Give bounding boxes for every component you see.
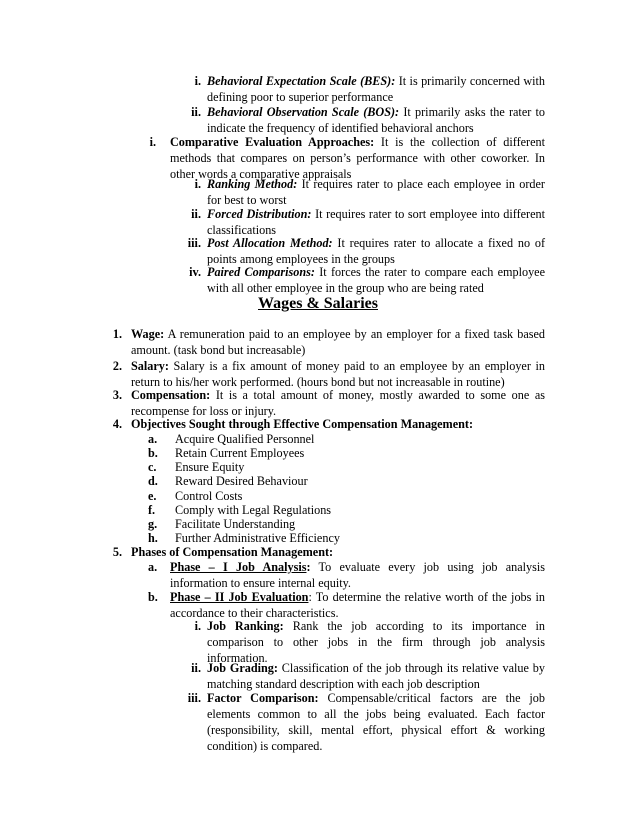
phase-job-evaluation-colon: : bbox=[308, 590, 312, 604]
wage-text: A remuneration paid to an employee by an employer for a fixed task based amount. (task bond but increasable) bbox=[131, 327, 545, 357]
bes-text: It is primarily concerned with defining poor to superior performance bbox=[207, 74, 545, 104]
forced-distribution-text: It requires rater to sort employee into different classifications bbox=[207, 207, 545, 237]
bos-item bbox=[191, 104, 545, 136]
objective-text: Ensure Equity bbox=[175, 460, 245, 474]
bes-term: Behavioral Expectation Scale (BES): bbox=[207, 74, 396, 88]
job-grading-text: Classification of the job through its relative value by matching standard description with each job description bbox=[207, 661, 545, 691]
factor-comparison-term: Factor Comparison: bbox=[207, 691, 319, 705]
objectives-term: Objectives Sought through Effective Compensation Management: bbox=[131, 417, 474, 431]
objective-text: Acquire Qualified Personnel bbox=[175, 432, 315, 446]
compensation-item bbox=[112, 387, 545, 419]
objective-text: Reward Desired Behaviour bbox=[175, 474, 308, 488]
objective-text: Retain Current Employees bbox=[175, 446, 305, 460]
job-ranking-item bbox=[194, 618, 546, 666]
wage-item bbox=[112, 326, 545, 358]
post-allocation-text: It requires rater to allocate a fixed no of points among employees in the groups bbox=[207, 236, 546, 266]
salary-text: Salary is a fix amount of money paid to an employee by an employer in return to his/her work performed. (hours bond but not increasable in routine) bbox=[131, 359, 545, 389]
salary-item bbox=[112, 358, 545, 390]
objective-text: Control Costs bbox=[175, 489, 243, 503]
wage-term: Wage: bbox=[131, 327, 165, 341]
section-heading: Wages & Salaries bbox=[258, 295, 378, 312]
bes-marker: i. bbox=[194, 74, 201, 88]
objective-item bbox=[148, 473, 475, 489]
job-grading-item bbox=[191, 660, 545, 692]
phase-job-analysis-term: Phase – I Job Analysis bbox=[170, 560, 307, 574]
post-allocation-marker: iii. bbox=[187, 236, 201, 250]
comparative-term: Comparative Evaluation Approaches: bbox=[170, 135, 375, 149]
objectives-marker: 4. bbox=[112, 417, 122, 431]
factor-comparison-item bbox=[187, 690, 545, 754]
post-allocation-term: Post Allocation Method: bbox=[207, 236, 333, 250]
compensation-term: Compensation: bbox=[131, 388, 211, 402]
objective-marker: b. bbox=[148, 446, 158, 460]
paired-comparisons-item bbox=[189, 264, 545, 296]
forced-distribution-marker: ii. bbox=[191, 207, 201, 221]
wage-marker: 1. bbox=[112, 327, 122, 341]
phases-term: Phases of Compensation Management: bbox=[131, 545, 334, 559]
job-grading-marker: ii. bbox=[191, 661, 201, 675]
forced-distribution-term: Forced Distribution: bbox=[207, 207, 312, 221]
compensation-marker: 3. bbox=[112, 388, 122, 402]
objective-marker: a. bbox=[148, 432, 158, 446]
job-ranking-term: Job Ranking: bbox=[207, 619, 284, 633]
phase-job-analysis-item bbox=[148, 559, 545, 591]
comparative-text: It is the collection of different methods that compares on person’s performance with other coworker. In other words a comparative appraisals bbox=[170, 135, 545, 181]
compensation-text: It is a total amount of money, mostly awarded to some one as recompense for loss or injury. bbox=[131, 388, 545, 418]
job-ranking-marker: i. bbox=[194, 619, 201, 633]
phase-job-analysis-marker: a. bbox=[148, 560, 158, 574]
phase-job-evaluation-marker: b. bbox=[148, 590, 158, 604]
paired-comparisons-text: It forces the rater to compare each employee with all other employee in the group who are being rated bbox=[207, 265, 545, 295]
phase-job-evaluation-term: Phase – II Job Evaluation bbox=[170, 590, 309, 604]
forced-distribution-item bbox=[191, 206, 545, 238]
salary-term: Salary: bbox=[131, 359, 169, 373]
job-ranking-text: Rank the job according to its importance in comparison to other jobs in the firm through job analysis information. bbox=[207, 619, 546, 665]
objective-marker: e. bbox=[148, 489, 157, 503]
comparative-item bbox=[149, 134, 545, 182]
phases-heading-item bbox=[112, 544, 545, 560]
post-allocation-item bbox=[187, 235, 546, 267]
objective-marker: f. bbox=[148, 503, 156, 517]
ranking-method-term: Ranking Method: bbox=[207, 177, 298, 191]
paired-comparisons-marker: iv. bbox=[189, 265, 201, 279]
ranking-method-marker: i. bbox=[194, 177, 201, 191]
factor-comparison-marker: iii. bbox=[187, 691, 201, 705]
objective-marker: d. bbox=[148, 474, 158, 488]
phase-job-evaluation-text: To determine the relative worth of the jobs in accordance to their characteristics. bbox=[170, 590, 545, 620]
phases-marker: 5. bbox=[112, 545, 122, 559]
salary-marker: 2. bbox=[112, 359, 122, 373]
ranking-method-text: It requires rater to place each employee in order for best to worst bbox=[207, 177, 545, 207]
bos-term: Behavioral Observation Scale (BOS): bbox=[207, 105, 400, 119]
phase-job-evaluation-item bbox=[148, 589, 545, 621]
bos-marker: ii. bbox=[191, 105, 201, 119]
comparative-marker: i. bbox=[149, 135, 156, 149]
objective-text: Further Administrative Efficiency bbox=[175, 531, 340, 545]
objectives-heading-item bbox=[112, 416, 545, 432]
bes-item bbox=[194, 73, 545, 105]
factor-comparison-text: Compensable/critical factors are the job elements common to all the jobs being evaluated. Each factor (responsibility, skill, mental effort, physical effort & working condition) is compared. bbox=[207, 691, 545, 753]
objective-marker: g. bbox=[148, 517, 158, 531]
phase-job-analysis-text: To evaluate every job using job analysis information to ensure internal equity. bbox=[170, 560, 545, 590]
job-grading-term: Job Grading: bbox=[207, 661, 278, 675]
ranking-method-item bbox=[194, 176, 545, 208]
objective-marker: c. bbox=[148, 460, 157, 474]
objective-text: Comply with Legal Regulations bbox=[175, 503, 332, 517]
objective-marker: h. bbox=[148, 531, 158, 545]
objective-text: Facilitate Understanding bbox=[175, 517, 296, 531]
bos-text: It primarily asks the rater to indicate the frequency of identified behavioral anchors bbox=[207, 105, 545, 135]
paired-comparisons-term: Paired Comparisons: bbox=[207, 265, 315, 279]
phase-job-analysis-colon: : bbox=[306, 560, 311, 574]
